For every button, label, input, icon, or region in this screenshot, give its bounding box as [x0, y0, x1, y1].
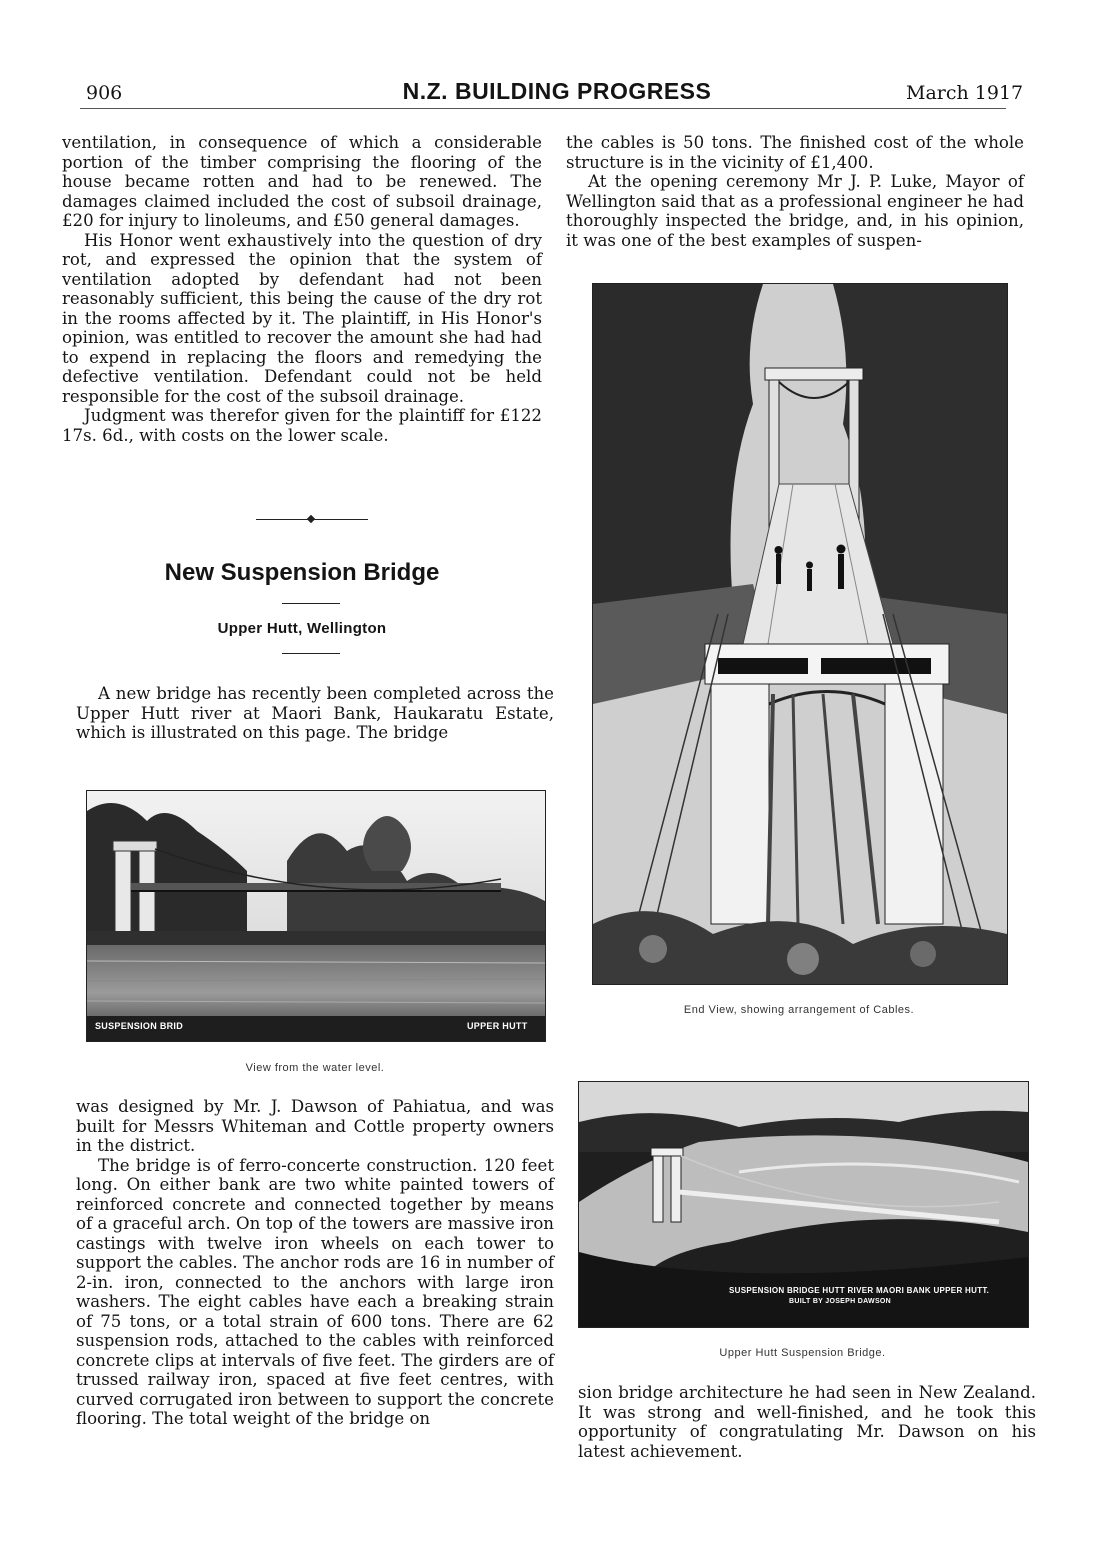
diamond-ornament-icon [307, 515, 315, 523]
right-top-text [566, 133, 1024, 250]
page-number: 906 [86, 82, 123, 104]
paragraph: Judgment was therefor given for the plaintiff for £122 17s. 6d., with costs on the lower scale. [62, 406, 542, 445]
publication-title: N.Z. BUILDING PROGRESS [402, 78, 712, 104]
header-rule [80, 108, 1006, 109]
paragraph: The bridge is of ferro-concerte construction. 120 feet long. On either bank are two white painted towers of reinforced concrete and connected together by means of a graceful arch. On top of the towers are massive iron castings with twelve iron wheels on each tower to support the cables. The anchor rods are 16 in number of 2-in. iron, connected to the anchors with large iron washers. The eight cables have each a breaking strain of 75 tons, or a total strain of 600 tons. There are 62 suspension rods, attached to the cables with reinforced concrete clips at intervals of five feet. The girders are of trussed railway iron, spaced at five feet centres, with curved corrugated iron between to support the concrete flooring. The total weight of the bridge on [76, 1155, 554, 1428]
paragraph: His Honor went exhaustively into the question of dry rot, and expressed the opinion that the system of ventilation adopted by defendant had not been reasonably sufficient, this being the cause of the dry rot in the rooms affected by it. The plaintiff, in His Honor's opinion, was entitled to recover the amount she had had to expend in replacing the floors and remedying the defective ventilation. Defendant could not be held responsible for the cost of the subsoil drainage. [62, 230, 542, 406]
figure-caption: View from the water level. [245, 1062, 385, 1074]
paragraph: sion bridge architecture he had seen in New Zealand. It was strong and well-finished, and he took this opportunity of congratulating Mr. Dawson on his latest achievement. [578, 1383, 1036, 1461]
photo-overlay-label: BUILT BY JOSEPH DAWSON [789, 1298, 892, 1305]
left-intro-text [62, 133, 542, 445]
photo-overlay-label: SUSPENSION BRIDGE HUTT RIVER MAORI BANK UPPER HUTT. [729, 1286, 990, 1295]
issue-date: March 1917 [906, 82, 1024, 104]
article-title: New Suspension Bridge [164, 559, 440, 586]
end-view-illustration [593, 284, 1007, 984]
title-rule [282, 603, 340, 604]
subtitle-rule [282, 653, 340, 654]
paragraph: was designed by Mr. J. Dawson of Pahiatua, and was built for Messrs Whiteman and Cottle property owners in the district. [76, 1097, 554, 1155]
paragraph: ventilation, in consequence of which a considerable portion of the timber comprising the flooring of the house became rotten and had to be renewed. The damages claimed included the cost of subsoil drainage, £20 for injury to linoleums, and £50 general damages. [62, 133, 542, 230]
paragraph: A new bridge has recently been completed across the Upper Hutt river at Maori Bank, Haukaratu Estate, which is illustrated on this page. The bridge [76, 684, 554, 742]
water-level-photo [86, 790, 546, 1042]
paragraph: At the opening ceremony Mr J. P. Luke, Mayor of Wellington said that as a professional engineer he had thoroughly inspected the bridge, and, in his opinion, it was one of the best examples of suspen- [566, 172, 1024, 250]
figure-caption: Upper Hutt Suspension Bridge. [719, 1347, 886, 1359]
figure-caption: End View, showing arrangement of Cables. [683, 1004, 915, 1016]
article-intro-text [76, 684, 554, 743]
paragraph: the cables is 50 tons. The finished cost of the whole structure is in the vicinity of £1,400. [566, 133, 1024, 172]
section-divider [256, 515, 368, 525]
photo-overlay-label: SUSPENSION BRID [95, 1021, 184, 1031]
right-bottom-text [578, 1383, 1036, 1461]
photo-overlay-label: UPPER HUTT [467, 1021, 528, 1031]
water-level-illustration [87, 791, 545, 1041]
article-subtitle: Upper Hutt, Wellington [217, 620, 387, 637]
upper-hutt-photo [578, 1081, 1029, 1328]
left-continuation-text [76, 1097, 554, 1429]
end-view-photo [592, 283, 1008, 985]
